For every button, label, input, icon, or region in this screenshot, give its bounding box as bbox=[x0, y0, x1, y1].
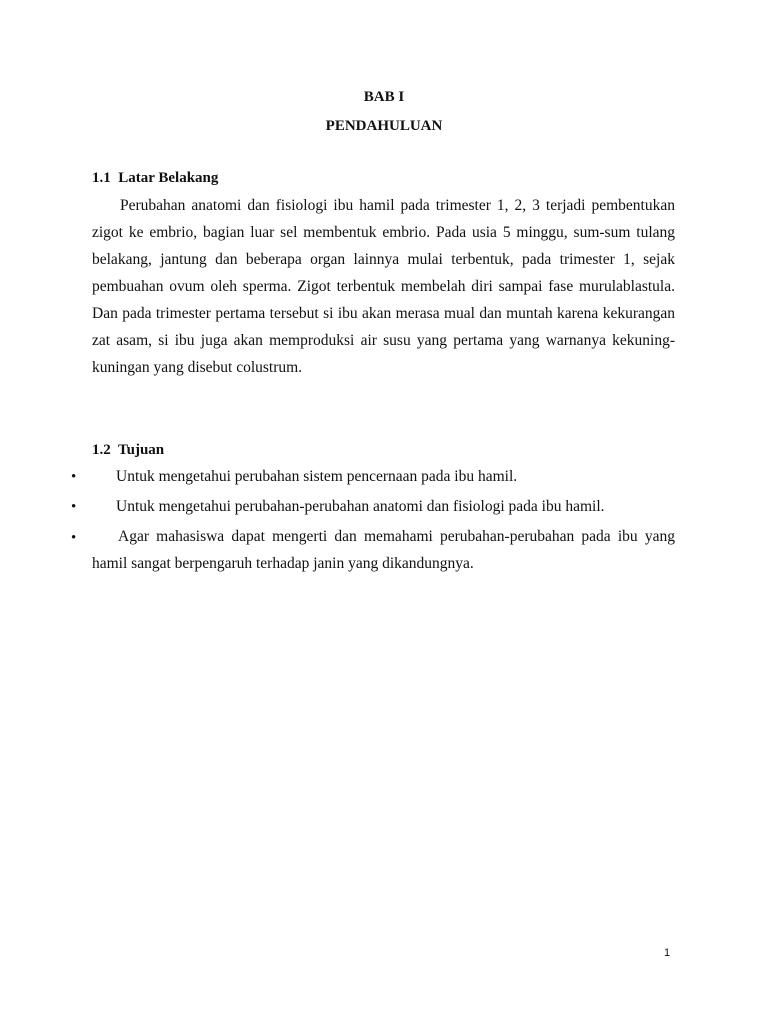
section-heading-tujuan: 1.2 Tujuan bbox=[92, 442, 165, 458]
background-paragraph: Perubahan anatomi dan fisiologi ibu hamil pada trimester 1, 2, 3 terjadi pembentukan zigot ke embrio, bagian luar sel membentuk embrio. Pada usia 5 minggu, sum-sum tulang belakang, jantung dan beberapa organ lainnya mulai terbentuk, pada trimester 1, sejak pembuahan ovum oleh sperma. Zigot terbentuk membelah diri sampai fase murulablastula. Dan pada trimester pertama tersebut si ibu akan merasa mual dan muntah karena kekurangan zat asam, si ibu juga akan memproduksi air susu yang pertama yang warnanya kekuning-kuningan yang disebut colustrum. bbox=[92, 197, 675, 376]
chapter-number: BAB I bbox=[363, 89, 405, 105]
bullet-icon: • bbox=[71, 530, 77, 546]
objective-item: Agar mahasiswa dapat mengerti dan memahami perubahan-perubahan pada ibu yang hamil sangat berpengaruh terhadap janin yang dikandungnya. bbox=[92, 528, 675, 572]
objective-item: Untuk mengetahui perubahan-perubahan anatomi dan fisiologi pada ibu hamil. bbox=[116, 498, 605, 515]
page-number: 1 bbox=[664, 947, 671, 959]
bullet-icon: • bbox=[71, 499, 77, 515]
bullet-icon: • bbox=[71, 469, 77, 485]
objective-item: Untuk mengetahui perubahan sistem pencernaan pada ibu hamil. bbox=[116, 468, 518, 485]
chapter-title: PENDAHULUAN bbox=[325, 118, 443, 134]
section-heading-latar-belakang: 1.1 Latar Belakang bbox=[92, 170, 219, 186]
